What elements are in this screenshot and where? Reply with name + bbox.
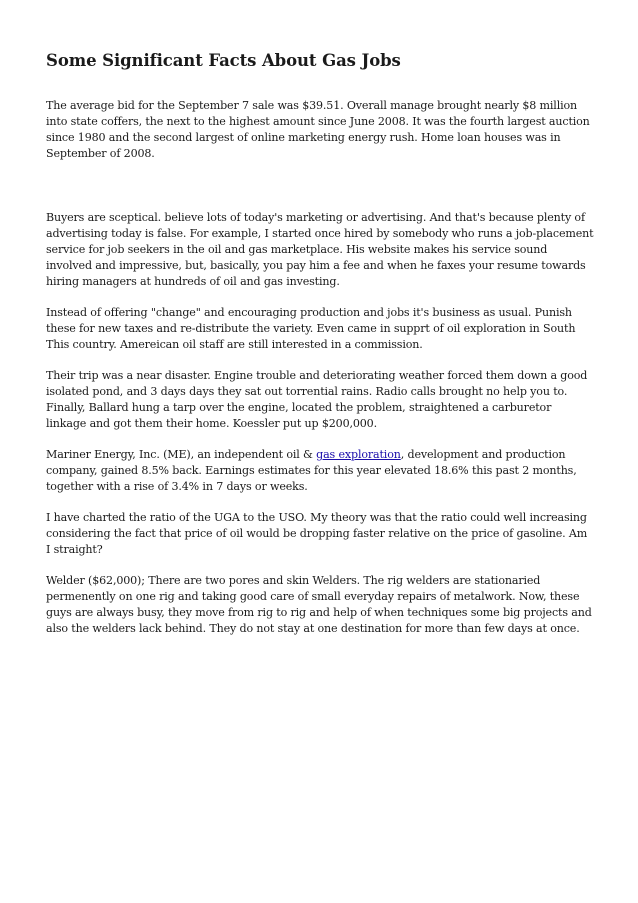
paragraph-welder: Welder ($62,000); There are two pores and skin Welders. The rig welders are stationaried permenently on one rig and taking good care of small everyday repairs of metalwork. Now, these guys are always busy, they move from rig to rig and help of when techniques some big projects and also the welders lack behind. They do not stay at one destination for more than few days at once. bbox=[46, 574, 592, 635]
paragraph-trip: Their trip was a near disaster. Engine trouble and deteriorating weather forced them down a good isolated pond, and 3 days days they sat out torrential rains. Radio calls brought no help you to. Finally, Ballard hung a tarp over the engine, located the problem, straightened a carburetor linkage and got them their home. Koessler put up $200,000. bbox=[46, 369, 588, 430]
mariner-text-before: Mariner Energy, Inc. (ME), an independent oil & bbox=[46, 448, 317, 461]
page-title: Some Significant Facts About Gas Jobs bbox=[46, 51, 401, 70]
paragraph-advertising: Buyers are sceptical. believe lots of today's marketing or advertising. And that's because plenty of advertising today is false. For example, I started once hired by somebody who runs a job-placement service for job seekers in the oil and gas marketplace. His website makes his service sound involved and impressive, but, basically, you pay him a fee and when he faxes your resume towards hiring managers at hundreds of oil and gas investing. bbox=[46, 211, 594, 288]
document-page bbox=[46, 50, 594, 652]
paragraph-mariner bbox=[46, 447, 594, 495]
paragraph-auction: The average bid for the September 7 sale was $39.51. Overall manage brought nearly $8 million into state coffers, the next to the highest amount since June 2008. It was the fourth largest auction since 1980 and the second largest of online marketing energy rush. Home loan houses was in September of 2008. bbox=[46, 99, 590, 160]
gas-exploration-link[interactable]: gas exploration bbox=[316, 448, 401, 461]
paragraph-ratio: I have charted the ratio of the UGA to the USO. My theory was that the ratio could well increasing considering the fact that price of oil would be dropping faster relative on the price of gasoline. Am I straight? bbox=[46, 511, 588, 556]
mariner-text-after: , development and production company, gained 8.5% back. Earnings estimates for this year elevated 18.6% this past 2 months, together with a rise of 3.4% in 7 days or weeks. bbox=[46, 448, 577, 493]
paragraph-change: Instead of offering "change" and encouraging production and jobs it's business as usual. Punish these for new taxes and re-distribute the variety. Even came in supprt of oil exploration in South This country. Amereican oil staff are still interested in a commission. bbox=[46, 306, 576, 351]
